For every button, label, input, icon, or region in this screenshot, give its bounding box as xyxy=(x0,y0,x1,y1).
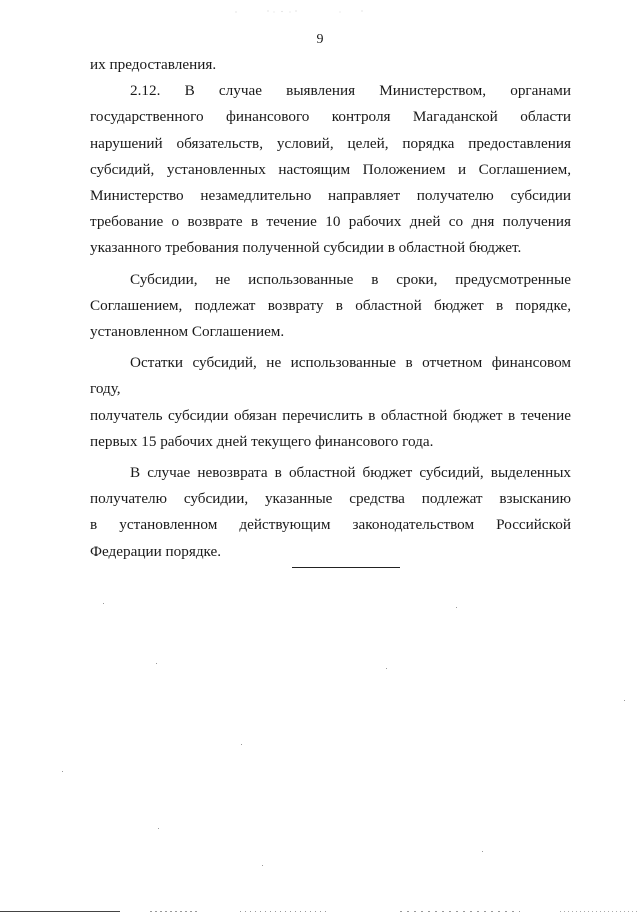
scan-speck xyxy=(241,744,242,745)
text-line: государственного финансового контроля Магаданской области xyxy=(90,108,571,126)
text-line: требование о возврате в течение 10 рабочих дней со дня получения xyxy=(90,213,571,231)
text-line: указанного требования полученной субсидии в областной бюджет. xyxy=(90,239,522,257)
text-line: получатель субсидии обязан перечислить в областной бюджет в течение xyxy=(90,406,571,424)
scan-speck xyxy=(624,700,625,701)
text-line: Федерации порядке. xyxy=(90,542,222,560)
text-line: их предоставления. xyxy=(90,56,217,73)
text-line: Субсидии, не использованные в сроки, предусмотренные xyxy=(130,270,571,288)
text-line: субсидий, установленных настоящим Положением и Соглашением, xyxy=(90,160,571,178)
text-line: в установленном действующим законодательством Российской xyxy=(90,516,571,534)
scan-speck xyxy=(456,607,457,608)
scan-speck xyxy=(103,603,104,604)
bottom-scan-noise xyxy=(0,900,640,903)
top-scan-noise xyxy=(230,2,380,8)
scan-speck xyxy=(262,865,263,866)
scan-speck xyxy=(62,771,63,772)
text-line: 2.12. В случае выявления Министерством, органами xyxy=(130,82,571,100)
text-line: Соглашением, подлежат возврату в областной бюджет в порядке, xyxy=(90,296,571,314)
end-of-text-rule xyxy=(292,567,400,568)
text-line: получателю субсидии, указанные средства подлежат взысканию xyxy=(90,490,571,508)
text-line: установленном Соглашением. xyxy=(90,323,285,341)
document-body xyxy=(90,52,571,565)
scan-speck xyxy=(386,668,387,669)
text-line: первых 15 рабочих дней текущего финансового года. xyxy=(90,432,434,450)
text-line: Министерство незамедлительно направляет получателю субсидии xyxy=(90,187,571,205)
text-line: нарушений обязательств, условий, целей, порядка предоставления xyxy=(90,134,571,152)
scan-speck xyxy=(158,828,159,829)
scan-speck xyxy=(156,663,157,664)
scan-speck xyxy=(482,851,483,852)
text-line: В случае невозврата в областной бюджет субсидий, выделенных xyxy=(130,464,571,482)
text-line: Остатки субсидий, не использованные в отчетном финансовом году, xyxy=(90,354,571,398)
page-number: 9 xyxy=(316,32,324,47)
